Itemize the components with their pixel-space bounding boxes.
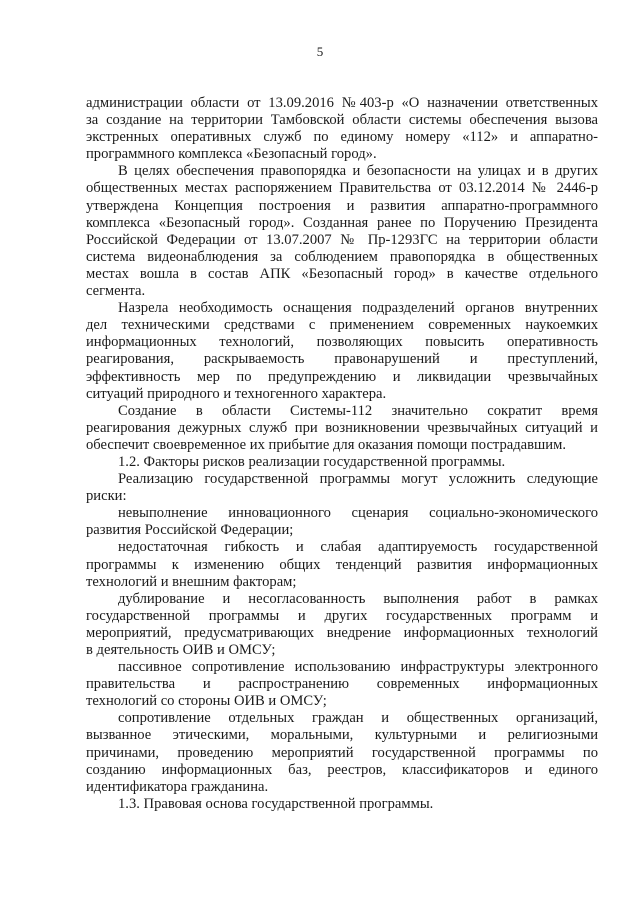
- text-line: развития Российской Федерации;: [86, 522, 294, 539]
- text-line: В целях обеспечения правопорядка и безопасности на улицах и в других: [118, 163, 598, 180]
- text-line: идентификатора гражданина.: [86, 778, 269, 795]
- text-line: информационных технологий, позволяющих повысить оперативность: [86, 334, 598, 351]
- page-number: 5: [316, 44, 324, 59]
- text-line: дублирование и несогласованность выполнения работ в рамках: [118, 590, 598, 607]
- paragraph: [86, 403, 598, 454]
- list-item: [86, 710, 598, 795]
- text-line: обеспечит своевременное их прибытие для оказания помощи пострадавшим.: [86, 436, 566, 453]
- text-line: экстренных оперативных служб по единому номеру «112» и аппаратно-: [86, 129, 598, 146]
- text-line: ситуаций природного и техногенного характера.: [86, 385, 387, 402]
- text-line: Российской Федерации от 13.07.2007 № Пр-1293ГС на территории области: [86, 231, 598, 248]
- text-line: местах вошла в состав АПК «Безопасный город» в качестве отдельного: [86, 265, 598, 282]
- text-line: программы к изменению общих тенденций развития информационных: [86, 556, 598, 573]
- text-line: Реализацию государственной программы могут усложнить следующие: [118, 471, 598, 488]
- text-line: технологий и внешним факторам;: [86, 573, 297, 590]
- text-line: общественных местах распоряжением Правительства от 03.12.2014 № 2446-р: [86, 180, 598, 197]
- text-line: комплекса «Безопасный город». Созданная ранее по Поручению Президента: [86, 214, 598, 231]
- text-line: риски:: [86, 488, 127, 505]
- text-line: за создание на территории Тамбовской области системы обеспечения вызова: [86, 112, 598, 129]
- text-line: программного комплекса «Безопасный город».: [86, 146, 377, 163]
- list-item: [86, 505, 598, 539]
- text-line: администрации области от 13.09.2016 №403-р «О назначении ответственных: [86, 95, 598, 111]
- text-line: недостаточная гибкость и слабая адаптируемость государственной: [118, 539, 598, 556]
- list-item: [86, 539, 598, 590]
- text-line: реагирования дежурных служб при возникновении чрезвычайных ситуаций и: [86, 419, 598, 436]
- paragraph: [86, 163, 598, 300]
- text-line: мероприятий, предусматривающих внедрение информационных технологий: [86, 624, 598, 641]
- text-line: невыполнение инновационного сценария социально-экономического: [118, 505, 598, 522]
- text-line: Создание в области Системы-112 значительно сократит время: [118, 402, 598, 419]
- paragraph: [86, 95, 598, 163]
- section-heading: 1.2. Факторы рисков реализации государственной программы.: [118, 453, 506, 470]
- text-line: государственной программы и других государственных программ и: [86, 607, 598, 624]
- text-line: реагирования, раскрываемость правонарушений и преступлений,: [86, 351, 598, 368]
- list-item: [86, 659, 598, 710]
- text-line: эффективность мер по предупреждению и ликвидации чрезвычайных: [86, 368, 598, 385]
- text-line: технологий со стороны ОИВ и ОМСУ;: [86, 693, 327, 710]
- text-line: причинами, проведению мероприятий государственной программы по: [86, 744, 598, 761]
- text-line: Назрела необходимость оснащения подразделений органов внутренних: [118, 300, 598, 317]
- text-line: в деятельность ОИВ и ОМСУ;: [86, 642, 276, 658]
- text-line: утверждена Концепция построения и развития аппаратно-программного: [86, 197, 598, 214]
- text-line: созданию информационных баз, реестров, классификаторов и единого: [86, 761, 598, 778]
- text-line: сопротивление отдельных граждан и общественных организаций,: [118, 710, 598, 727]
- paragraph: [86, 471, 598, 505]
- document-body: [86, 95, 598, 813]
- text-line: вызванное этическими, моральными, культурными и религиозными: [86, 727, 598, 744]
- text-line: сегмента.: [86, 283, 146, 300]
- text-line: пассивное сопротивление использованию инфраструктуры электронного: [118, 659, 598, 676]
- text-line: дел техническими средствами с применением современных наукоемких: [86, 317, 598, 334]
- list-item: [86, 591, 598, 659]
- text-line: система видеонаблюдения за соблюдением правопорядка в общественных: [86, 248, 598, 265]
- section-heading: 1.3. Правовая основа государственной программы.: [118, 795, 434, 812]
- paragraph: [86, 300, 598, 403]
- text-line: правительства и распространению современных информационных: [86, 676, 598, 693]
